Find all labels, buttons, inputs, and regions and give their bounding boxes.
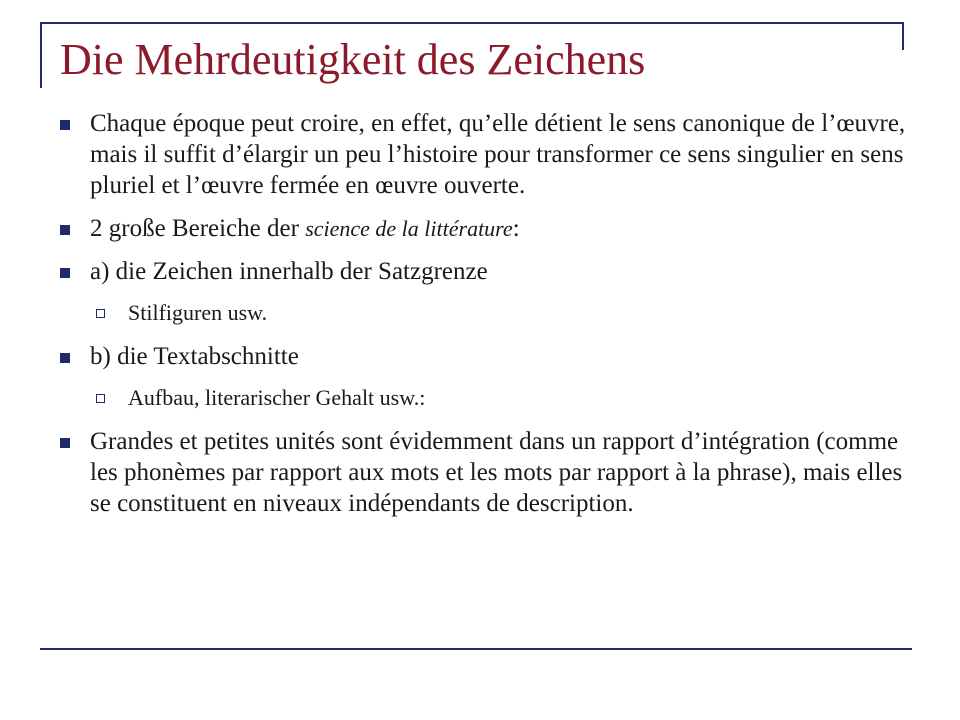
bullet-list [56,108,906,531]
frame-line-right [902,22,904,50]
sub-bullet-text: Aufbau, literarischer Gehalt usw.: [128,385,426,410]
frame-line-left [40,22,42,88]
bullet-text-start: 2 große Bereiche der [90,215,306,242]
frame-line-bottom [40,648,912,650]
filled-square-bullet-icon [60,438,70,448]
filled-square-bullet-icon [60,120,70,130]
sub-bullet-item [56,384,906,412]
bullet-text [90,215,520,242]
hollow-square-bullet-icon [96,309,105,318]
bullet-text: b) die Textabschnitte [90,343,299,370]
bullet-item [56,256,906,287]
slide-title: Die Mehrdeutigkeit des Zeichens [60,35,646,84]
filled-square-bullet-icon [60,268,70,278]
bullet-text-end: : [512,215,520,242]
bullet-text: Chaque époque peut croire, en effet, qu’elle détient le sens canonique de l’œuvre, mais il suffit d’élargir un peu l’histoire pour transformer ce sens singulier en sens pluriel et l’œuvre fermée en œuvre ouverte. [90,110,906,199]
bullet-item [56,341,906,372]
bullet-item [56,108,906,201]
sub-bullet-text: Stilfiguren usw. [128,300,268,325]
filled-square-bullet-icon [60,353,70,363]
sub-bullet-item [56,299,906,327]
bullet-item [56,426,906,519]
filled-square-bullet-icon [60,225,70,235]
bullet-item [56,213,906,244]
bullet-text-italic: science de la littérature [305,216,513,241]
bullet-text: Grandes et petites unités sont évidemment dans un rapport d’intégration (comme les phonèmes par rapport aux mots et les mots par rapport à la phrase), mais elles se constituent en niveaux indépendants de description. [90,428,903,517]
hollow-square-bullet-icon [96,394,105,403]
frame-line-top [40,22,904,24]
bullet-text: a) die Zeichen innerhalb der Satzgrenze [90,258,488,285]
